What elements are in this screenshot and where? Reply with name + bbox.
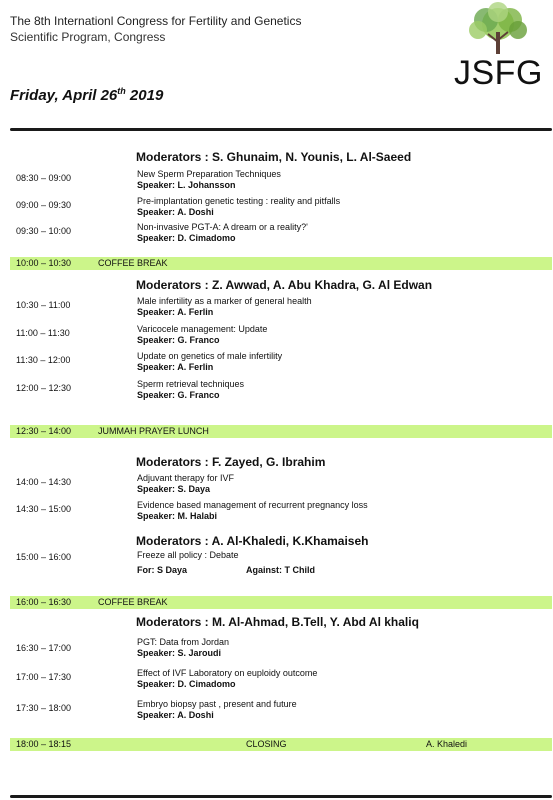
talk-title: Update on genetics of male infertility xyxy=(137,351,283,361)
bottom-rule xyxy=(10,795,552,798)
debate-against: Against: T Child xyxy=(246,565,315,575)
closing-label: CLOSING xyxy=(246,739,287,749)
talk-title: Adjuvant therapy for IVF xyxy=(137,473,235,483)
break-band xyxy=(10,425,552,438)
talk-speaker: Speaker: A. Ferlin xyxy=(137,307,214,317)
talk-title: Pre-implantation genetic testing : reality and pitfalls xyxy=(137,196,341,206)
talk-time: 16:30 – 17:00 xyxy=(16,643,72,653)
talk-time: 10:30 – 11:00 xyxy=(16,300,71,310)
talk-title: Effect of IVF Laboratory on euploidy outcome xyxy=(137,668,318,678)
talk-speaker: Speaker: A. Doshi xyxy=(137,710,214,720)
moderators-heading: Moderators : Z. Awwad, A. Abu Khadra, G. Al Edwan xyxy=(136,278,433,292)
talk-entry xyxy=(137,379,244,401)
break-time: 12:30 – 14:00 xyxy=(16,426,72,436)
break-label: COFFEE BREAK xyxy=(98,597,168,607)
talk-speaker: Speaker: D. Cimadomo xyxy=(137,233,236,243)
program-date: Friday, April 26th 2019 xyxy=(10,86,164,104)
talk-entry xyxy=(137,222,308,244)
talk-speaker: Speaker: S. Daya xyxy=(137,484,211,494)
talk-entry xyxy=(137,500,368,522)
moderators-heading: Moderators : S. Ghunaim, N. Younis, L. Al-Saeed xyxy=(136,150,412,164)
talk-entry xyxy=(137,169,281,191)
talk-speaker: Speaker: G. Franco xyxy=(137,390,220,400)
break-band xyxy=(10,596,552,609)
talk-speaker: Speaker: M. Halabi xyxy=(137,511,218,521)
talk-speaker: Speaker: S. Jaroudi xyxy=(137,648,222,658)
talk-title: Embryo biopsy past , present and future xyxy=(137,699,297,709)
closing-band xyxy=(10,738,552,751)
talk-title: Male infertility as a marker of general health xyxy=(137,296,312,306)
talk-entry xyxy=(137,473,234,495)
closing-speaker: A. Khaledi xyxy=(426,739,468,749)
moderators-heading: Moderators : A. Al-Khaledi, K.Khamaiseh xyxy=(136,534,369,548)
program-subtitle: Scientific Program, Congress xyxy=(10,30,166,44)
talk-time: 15:00 – 16:00 xyxy=(16,552,72,562)
break-time: 18:00 – 18:15 xyxy=(16,739,72,749)
talk-entry xyxy=(137,699,297,721)
talk-speaker: Speaker: A. Ferlin xyxy=(137,362,214,372)
talk-time: 09:00 – 09:30 xyxy=(16,200,72,210)
talk-entry xyxy=(137,668,317,690)
logo-text: JSFG xyxy=(454,54,543,92)
talk-title: Non-invasive PGT-A: A dream or a reality?' xyxy=(137,222,308,232)
break-time: 16:00 – 16:30 xyxy=(16,597,72,607)
break-label: JUMMAH PRAYER LUNCH xyxy=(98,426,209,436)
talk-entry xyxy=(137,296,312,318)
talk-time: 17:00 – 17:30 xyxy=(16,672,72,682)
talk-title: Varicocele management: Update xyxy=(137,324,268,334)
talk-time: 11:00 – 11:30 xyxy=(16,328,70,338)
talk-title: New Sperm Preparation Techniques xyxy=(137,169,281,179)
moderators-heading: Moderators : F. Zayed, G. Ibrahim xyxy=(136,455,326,469)
talk-time: 11:30 – 12:00 xyxy=(16,355,71,365)
talk-time: 08:30 – 09:00 xyxy=(16,173,72,183)
talk-speaker: Speaker: L. Johansson xyxy=(137,180,236,190)
talk-time: 14:00 – 14:30 xyxy=(16,477,72,487)
debate-for: For: S Daya xyxy=(137,565,188,575)
talk-time: 17:30 – 18:00 xyxy=(16,703,72,713)
congress-title: The 8th Internationl Congress for Fertility and Genetics xyxy=(10,14,302,28)
talk-entry xyxy=(137,196,340,218)
talk-speaker: Speaker: A. Doshi xyxy=(137,207,214,217)
top-rule xyxy=(10,128,552,131)
break-band xyxy=(10,257,552,270)
break-time: 10:00 – 10:30 xyxy=(16,258,72,268)
tree-icon xyxy=(448,2,548,62)
talk-speaker: Speaker: D. Cimadomo xyxy=(137,679,236,689)
break-label: COFFEE BREAK xyxy=(98,258,168,268)
talk-title: PGT: Data from Jordan xyxy=(137,637,230,647)
talk-speaker: Speaker: G. Franco xyxy=(137,335,220,345)
talk-time: 12:00 – 12:30 xyxy=(16,383,72,393)
talk-title: Sperm retrieval techniques xyxy=(137,379,245,389)
talk-time: 09:30 – 10:00 xyxy=(16,226,72,236)
debate-title: Freeze all policy : Debate xyxy=(137,550,239,560)
talk-entry xyxy=(137,351,282,373)
moderators-heading: Moderators : M. Al-Ahmad, B.Tell, Y. Abd Al khaliq xyxy=(136,615,419,629)
talk-title: Evidence based management of recurrent pregnancy loss xyxy=(137,500,368,510)
talk-entry xyxy=(137,324,267,346)
talk-entry xyxy=(137,637,229,659)
talk-time: 14:30 – 15:00 xyxy=(16,504,72,514)
